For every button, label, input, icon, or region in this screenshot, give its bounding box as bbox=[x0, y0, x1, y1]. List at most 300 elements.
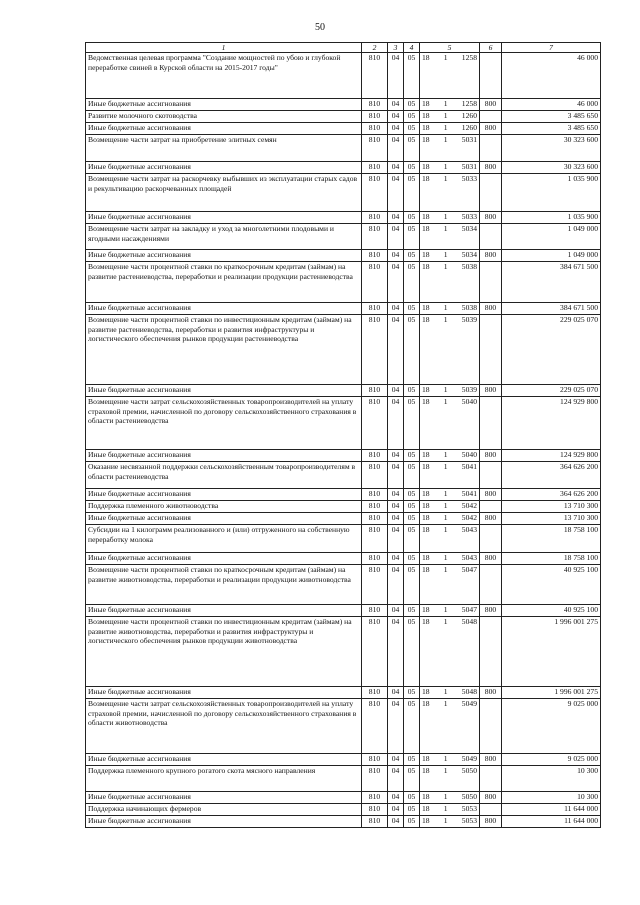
row-section-code: 04 bbox=[388, 804, 404, 816]
table-row bbox=[86, 450, 601, 462]
target-code-part: 1 bbox=[443, 162, 448, 172]
row-section-code: 04 bbox=[388, 450, 404, 462]
row-target-code bbox=[420, 250, 480, 262]
target-code-part: 18 bbox=[422, 525, 430, 535]
row-subsection-code: 05 bbox=[404, 303, 420, 315]
row-expense-type: 800 bbox=[480, 385, 502, 397]
table-row bbox=[86, 397, 601, 450]
row-section-code: 04 bbox=[388, 315, 404, 385]
row-target-code bbox=[420, 754, 480, 766]
row-target-code bbox=[420, 111, 480, 123]
row-ministry-code: 810 bbox=[362, 605, 388, 617]
row-ministry-code: 810 bbox=[362, 99, 388, 111]
row-ministry-code: 810 bbox=[362, 111, 388, 123]
target-code-part: 1260 bbox=[461, 123, 477, 133]
row-subsection-code: 05 bbox=[404, 397, 420, 450]
target-code-part: 1 bbox=[443, 766, 448, 776]
target-code-part: 1258 bbox=[461, 53, 477, 63]
row-amount: 30 323 600 bbox=[502, 162, 601, 174]
table-row bbox=[86, 804, 601, 816]
row-amount: 40 925 100 bbox=[502, 565, 601, 605]
target-code-part: 18 bbox=[422, 224, 430, 234]
table-row bbox=[86, 123, 601, 135]
target-code-part: 18 bbox=[422, 212, 430, 222]
row-ministry-code: 810 bbox=[362, 792, 388, 804]
row-target-code bbox=[420, 792, 480, 804]
target-code-part: 1 bbox=[443, 565, 448, 575]
row-target-code bbox=[420, 525, 480, 553]
table-row bbox=[86, 111, 601, 123]
target-code-part: 18 bbox=[422, 501, 430, 511]
row-ministry-code: 810 bbox=[362, 699, 388, 754]
row-name: Иные бюджетные ассигнования bbox=[86, 754, 362, 766]
target-code-part: 18 bbox=[422, 162, 430, 172]
row-amount: 124 929 800 bbox=[502, 397, 601, 450]
row-section-code: 04 bbox=[388, 174, 404, 212]
row-subsection-code: 05 bbox=[404, 792, 420, 804]
target-code-part: 5040 bbox=[461, 450, 477, 460]
table-row bbox=[86, 53, 601, 99]
target-code-part: 18 bbox=[422, 462, 430, 472]
row-subsection-code: 05 bbox=[404, 816, 420, 828]
row-amount: 46 000 bbox=[502, 99, 601, 111]
target-code-part: 18 bbox=[422, 513, 430, 523]
row-name: Иные бюджетные ассигнования bbox=[86, 123, 362, 135]
row-subsection-code: 05 bbox=[404, 513, 420, 525]
row-section-code: 04 bbox=[388, 617, 404, 687]
target-code-part: 18 bbox=[422, 262, 430, 272]
target-code-part: 5043 bbox=[461, 525, 477, 535]
row-expense-type bbox=[480, 111, 502, 123]
target-code-part: 18 bbox=[422, 565, 430, 575]
row-ministry-code: 810 bbox=[362, 135, 388, 162]
target-code-part: 1 bbox=[443, 303, 448, 313]
row-amount: 1 996 001 275 bbox=[502, 617, 601, 687]
row-subsection-code: 05 bbox=[404, 212, 420, 224]
row-ministry-code: 810 bbox=[362, 565, 388, 605]
target-code-part: 1 bbox=[443, 687, 448, 697]
row-name: Иные бюджетные ассигнования bbox=[86, 99, 362, 111]
row-subsection-code: 05 bbox=[404, 385, 420, 397]
target-code-part: 5038 bbox=[461, 303, 477, 313]
row-section-code: 04 bbox=[388, 303, 404, 315]
row-subsection-code: 05 bbox=[404, 525, 420, 553]
header-col-7: 7 bbox=[502, 43, 601, 53]
row-target-code bbox=[420, 513, 480, 525]
table-row bbox=[86, 513, 601, 525]
target-code-part: 18 bbox=[422, 174, 430, 184]
target-code-part: 1 bbox=[443, 489, 448, 499]
row-amount: 13 710 300 bbox=[502, 501, 601, 513]
row-amount: 11 644 000 bbox=[502, 804, 601, 816]
row-subsection-code: 05 bbox=[404, 315, 420, 385]
row-name: Возмещение части процентной ставки по инвестиционным кредитам (займам) на развитие животноводства, переработки и развития инфраструктуры и логистического обеспечения рынков продукции животноводства bbox=[86, 617, 362, 687]
row-target-code bbox=[420, 687, 480, 699]
target-code-part: 18 bbox=[422, 687, 430, 697]
target-code-part: 18 bbox=[422, 792, 430, 802]
header-col-5: 5 bbox=[420, 43, 480, 53]
row-ministry-code: 810 bbox=[362, 687, 388, 699]
table-row bbox=[86, 816, 601, 828]
target-code-part: 1 bbox=[443, 553, 448, 563]
row-section-code: 04 bbox=[388, 605, 404, 617]
row-ministry-code: 810 bbox=[362, 315, 388, 385]
row-target-code bbox=[420, 804, 480, 816]
target-code-part: 5031 bbox=[461, 162, 477, 172]
row-target-code bbox=[420, 489, 480, 501]
row-ministry-code: 810 bbox=[362, 250, 388, 262]
row-name: Поддержка начинающих фермеров bbox=[86, 804, 362, 816]
target-code-part: 18 bbox=[422, 303, 430, 313]
row-amount: 364 626 200 bbox=[502, 462, 601, 489]
row-amount: 18 758 100 bbox=[502, 553, 601, 565]
row-amount: 384 671 500 bbox=[502, 303, 601, 315]
row-name: Возмещение части затрат на приобретение элитных семян bbox=[86, 135, 362, 162]
row-section-code: 04 bbox=[388, 754, 404, 766]
row-target-code bbox=[420, 699, 480, 754]
row-target-code bbox=[420, 385, 480, 397]
row-ministry-code: 810 bbox=[362, 513, 388, 525]
row-name: Субсидии на 1 килограмм реализованного и (или) отгруженного на собственную переработку молока bbox=[86, 525, 362, 553]
row-section-code: 04 bbox=[388, 162, 404, 174]
target-code-part: 5047 bbox=[461, 605, 477, 615]
target-code-part: 5053 bbox=[461, 816, 477, 826]
row-section-code: 04 bbox=[388, 687, 404, 699]
row-ministry-code: 810 bbox=[362, 489, 388, 501]
row-subsection-code: 05 bbox=[404, 605, 420, 617]
table-body bbox=[86, 53, 601, 828]
table-row bbox=[86, 489, 601, 501]
target-code-part: 5048 bbox=[461, 687, 477, 697]
target-code-part: 1 bbox=[443, 111, 448, 121]
row-section-code: 04 bbox=[388, 385, 404, 397]
table-row bbox=[86, 553, 601, 565]
target-code-part: 5042 bbox=[461, 513, 477, 523]
budget-table bbox=[85, 42, 601, 828]
row-target-code bbox=[420, 553, 480, 565]
row-expense-type bbox=[480, 617, 502, 687]
header-row bbox=[86, 43, 601, 53]
row-ministry-code: 810 bbox=[362, 450, 388, 462]
target-code-part: 18 bbox=[422, 605, 430, 615]
row-name: Поддержка племенного животноводства bbox=[86, 501, 362, 513]
row-ministry-code: 810 bbox=[362, 162, 388, 174]
row-subsection-code: 05 bbox=[404, 804, 420, 816]
row-expense-type: 800 bbox=[480, 123, 502, 135]
row-expense-type bbox=[480, 766, 502, 792]
header-col-3: 3 bbox=[388, 43, 404, 53]
row-target-code bbox=[420, 617, 480, 687]
target-code-part: 1 bbox=[443, 53, 448, 63]
row-ministry-code: 810 bbox=[362, 397, 388, 450]
target-code-part: 1 bbox=[443, 450, 448, 460]
target-code-part: 1 bbox=[443, 804, 448, 814]
row-name: Иные бюджетные ассигнования bbox=[86, 553, 362, 565]
table-row bbox=[86, 303, 601, 315]
row-amount: 124 929 800 bbox=[502, 450, 601, 462]
target-code-part: 5041 bbox=[461, 489, 477, 499]
target-code-part: 1 bbox=[443, 792, 448, 802]
row-expense-type bbox=[480, 501, 502, 513]
row-section-code: 04 bbox=[388, 489, 404, 501]
target-code-part: 1 bbox=[443, 699, 448, 709]
row-section-code: 04 bbox=[388, 212, 404, 224]
row-ministry-code: 810 bbox=[362, 303, 388, 315]
row-section-code: 04 bbox=[388, 792, 404, 804]
row-target-code bbox=[420, 135, 480, 162]
row-name: Иные бюджетные ассигнования bbox=[86, 303, 362, 315]
header-col-2: 2 bbox=[362, 43, 388, 53]
target-code-part: 1 bbox=[443, 250, 448, 260]
row-subsection-code: 05 bbox=[404, 111, 420, 123]
row-ministry-code: 810 bbox=[362, 385, 388, 397]
row-amount: 364 626 200 bbox=[502, 489, 601, 501]
row-section-code: 04 bbox=[388, 816, 404, 828]
table-row bbox=[86, 792, 601, 804]
row-expense-type: 800 bbox=[480, 450, 502, 462]
row-expense-type bbox=[480, 224, 502, 250]
target-code-part: 1 bbox=[443, 224, 448, 234]
row-section-code: 04 bbox=[388, 553, 404, 565]
target-code-part: 18 bbox=[422, 250, 430, 260]
row-target-code bbox=[420, 766, 480, 792]
target-code-part: 1 bbox=[443, 525, 448, 535]
row-amount: 3 485 650 bbox=[502, 123, 601, 135]
table-row bbox=[86, 135, 601, 162]
table-row bbox=[86, 617, 601, 687]
table-row bbox=[86, 250, 601, 262]
row-expense-type bbox=[480, 315, 502, 385]
row-name: Возмещение части процентной ставки по краткосрочным кредитам (займам) на развитие животноводства, переработки и реализации продукции животноводства bbox=[86, 565, 362, 605]
row-amount: 3 485 650 bbox=[502, 111, 601, 123]
row-ministry-code: 810 bbox=[362, 754, 388, 766]
row-name: Иные бюджетные ассигнования bbox=[86, 212, 362, 224]
row-target-code bbox=[420, 501, 480, 513]
row-ministry-code: 810 bbox=[362, 525, 388, 553]
row-section-code: 04 bbox=[388, 111, 404, 123]
row-expense-type: 800 bbox=[480, 754, 502, 766]
row-subsection-code: 05 bbox=[404, 766, 420, 792]
target-code-part: 18 bbox=[422, 135, 430, 145]
target-code-part: 1 bbox=[443, 123, 448, 133]
target-code-part: 1 bbox=[443, 315, 448, 325]
row-amount: 229 025 070 bbox=[502, 315, 601, 385]
header-col-1: 1 bbox=[86, 43, 362, 53]
target-code-part: 1 bbox=[443, 385, 448, 395]
row-ministry-code: 810 bbox=[362, 224, 388, 250]
row-name: Иные бюджетные ассигнования bbox=[86, 605, 362, 617]
table-row bbox=[86, 565, 601, 605]
row-expense-type bbox=[480, 53, 502, 99]
target-code-part: 1258 bbox=[461, 99, 477, 109]
row-expense-type: 800 bbox=[480, 553, 502, 565]
row-section-code: 04 bbox=[388, 250, 404, 262]
row-name: Иные бюджетные ассигнования bbox=[86, 162, 362, 174]
row-section-code: 04 bbox=[388, 397, 404, 450]
row-ministry-code: 810 bbox=[362, 501, 388, 513]
row-expense-type bbox=[480, 699, 502, 754]
row-subsection-code: 05 bbox=[404, 224, 420, 250]
row-ministry-code: 810 bbox=[362, 53, 388, 99]
row-amount: 40 925 100 bbox=[502, 605, 601, 617]
row-expense-type bbox=[480, 135, 502, 162]
row-ministry-code: 810 bbox=[362, 262, 388, 303]
row-amount: 10 300 bbox=[502, 792, 601, 804]
target-code-part: 18 bbox=[422, 53, 430, 63]
row-target-code bbox=[420, 99, 480, 111]
row-subsection-code: 05 bbox=[404, 162, 420, 174]
target-code-part: 18 bbox=[422, 816, 430, 826]
table-row bbox=[86, 605, 601, 617]
target-code-part: 5048 bbox=[461, 617, 477, 627]
row-expense-type: 800 bbox=[480, 99, 502, 111]
row-target-code bbox=[420, 262, 480, 303]
row-expense-type: 800 bbox=[480, 605, 502, 617]
row-ministry-code: 810 bbox=[362, 766, 388, 792]
row-ministry-code: 810 bbox=[362, 212, 388, 224]
target-code-part: 5033 bbox=[461, 212, 477, 222]
row-subsection-code: 05 bbox=[404, 53, 420, 99]
row-amount: 1 035 900 bbox=[502, 174, 601, 212]
row-amount: 9 025 000 bbox=[502, 699, 601, 754]
target-code-part: 18 bbox=[422, 754, 430, 764]
row-amount: 18 758 100 bbox=[502, 525, 601, 553]
row-section-code: 04 bbox=[388, 501, 404, 513]
row-expense-type bbox=[480, 397, 502, 450]
row-name: Иные бюджетные ассигнования bbox=[86, 816, 362, 828]
row-expense-type: 800 bbox=[480, 250, 502, 262]
row-subsection-code: 05 bbox=[404, 699, 420, 754]
row-amount: 10 300 bbox=[502, 766, 601, 792]
row-name: Иные бюджетные ассигнования bbox=[86, 250, 362, 262]
target-code-part: 5033 bbox=[461, 174, 477, 184]
target-code-part: 5050 bbox=[461, 792, 477, 802]
row-ministry-code: 810 bbox=[362, 804, 388, 816]
row-subsection-code: 05 bbox=[404, 553, 420, 565]
table-row bbox=[86, 224, 601, 250]
target-code-part: 1 bbox=[443, 99, 448, 109]
target-code-part: 18 bbox=[422, 123, 430, 133]
table-row bbox=[86, 754, 601, 766]
target-code-part: 18 bbox=[422, 617, 430, 627]
target-code-part: 1 bbox=[443, 135, 448, 145]
target-code-part: 18 bbox=[422, 450, 430, 460]
row-name: Ведомственная целевая программа "Создание мощностей по убою и глубокой переработке свиней в Курской области на 2015-2017 годы" bbox=[86, 53, 362, 99]
row-section-code: 04 bbox=[388, 699, 404, 754]
row-name: Иные бюджетные ассигнования bbox=[86, 513, 362, 525]
row-ministry-code: 810 bbox=[362, 123, 388, 135]
target-code-part: 18 bbox=[422, 385, 430, 395]
row-name: Возмещение части затрат сельскохозяйственных товаропроизводителей на уплату страховой премии, начисленной по договору сельскохозяйственного страхования в области животноводства bbox=[86, 699, 362, 754]
target-code-part: 18 bbox=[422, 804, 430, 814]
row-subsection-code: 05 bbox=[404, 250, 420, 262]
row-target-code bbox=[420, 174, 480, 212]
row-name: Иные бюджетные ассигнования bbox=[86, 450, 362, 462]
row-amount: 1 035 900 bbox=[502, 212, 601, 224]
row-expense-type: 800 bbox=[480, 816, 502, 828]
row-expense-type: 800 bbox=[480, 489, 502, 501]
row-expense-type bbox=[480, 262, 502, 303]
target-code-part: 18 bbox=[422, 766, 430, 776]
target-code-part: 1 bbox=[443, 397, 448, 407]
row-subsection-code: 05 bbox=[404, 123, 420, 135]
row-expense-type: 800 bbox=[480, 162, 502, 174]
target-code-part: 5047 bbox=[461, 565, 477, 575]
row-name: Возмещение части затрат на раскорчевку выбывших из эксплуатации старых садов и рекультивацию раскорчеванных площадей bbox=[86, 174, 362, 212]
target-code-part: 5039 bbox=[461, 315, 477, 325]
row-amount: 13 710 300 bbox=[502, 513, 601, 525]
target-code-part: 18 bbox=[422, 553, 430, 563]
row-subsection-code: 05 bbox=[404, 450, 420, 462]
row-amount: 11 644 000 bbox=[502, 816, 601, 828]
header-col-6: 6 bbox=[480, 43, 502, 53]
table-row bbox=[86, 315, 601, 385]
row-expense-type bbox=[480, 462, 502, 489]
target-code-part: 1 bbox=[443, 816, 448, 826]
table-row bbox=[86, 99, 601, 111]
target-code-part: 5031 bbox=[461, 135, 477, 145]
row-subsection-code: 05 bbox=[404, 617, 420, 687]
row-ministry-code: 810 bbox=[362, 617, 388, 687]
target-code-part: 1 bbox=[443, 501, 448, 511]
row-expense-type: 800 bbox=[480, 792, 502, 804]
row-subsection-code: 05 bbox=[404, 174, 420, 212]
target-code-part: 5053 bbox=[461, 804, 477, 814]
table-row bbox=[86, 699, 601, 754]
row-target-code bbox=[420, 224, 480, 250]
row-target-code bbox=[420, 605, 480, 617]
row-name: Развитие молочного скотоводства bbox=[86, 111, 362, 123]
table-row bbox=[86, 385, 601, 397]
target-code-part: 5039 bbox=[461, 385, 477, 395]
target-code-part: 1 bbox=[443, 605, 448, 615]
table-row bbox=[86, 501, 601, 513]
table-row bbox=[86, 687, 601, 699]
row-section-code: 04 bbox=[388, 135, 404, 162]
target-code-part: 1 bbox=[443, 462, 448, 472]
row-ministry-code: 810 bbox=[362, 462, 388, 489]
row-section-code: 04 bbox=[388, 224, 404, 250]
row-section-code: 04 bbox=[388, 766, 404, 792]
row-subsection-code: 05 bbox=[404, 99, 420, 111]
target-code-part: 5050 bbox=[461, 766, 477, 776]
table-row bbox=[86, 212, 601, 224]
row-amount: 1 996 001 275 bbox=[502, 687, 601, 699]
target-code-part: 1 bbox=[443, 617, 448, 627]
row-subsection-code: 05 bbox=[404, 565, 420, 605]
row-section-code: 04 bbox=[388, 262, 404, 303]
row-ministry-code: 810 bbox=[362, 174, 388, 212]
row-target-code bbox=[420, 397, 480, 450]
row-name: Иные бюджетные ассигнования bbox=[86, 792, 362, 804]
row-name: Оказание несвязанной поддержки сельскохозяйственным товаропроизводителям в области растениеводства bbox=[86, 462, 362, 489]
row-section-code: 04 bbox=[388, 99, 404, 111]
row-amount: 46 000 bbox=[502, 53, 601, 99]
target-code-part: 5040 bbox=[461, 397, 477, 407]
header-col-4: 4 bbox=[404, 43, 420, 53]
table-row bbox=[86, 766, 601, 792]
target-code-part: 18 bbox=[422, 489, 430, 499]
row-subsection-code: 05 bbox=[404, 687, 420, 699]
row-target-code bbox=[420, 123, 480, 135]
row-amount: 1 049 000 bbox=[502, 250, 601, 262]
row-target-code bbox=[420, 315, 480, 385]
row-amount: 384 671 500 bbox=[502, 262, 601, 303]
target-code-part: 18 bbox=[422, 699, 430, 709]
target-code-part: 1 bbox=[443, 262, 448, 272]
target-code-part: 18 bbox=[422, 99, 430, 109]
row-subsection-code: 05 bbox=[404, 489, 420, 501]
